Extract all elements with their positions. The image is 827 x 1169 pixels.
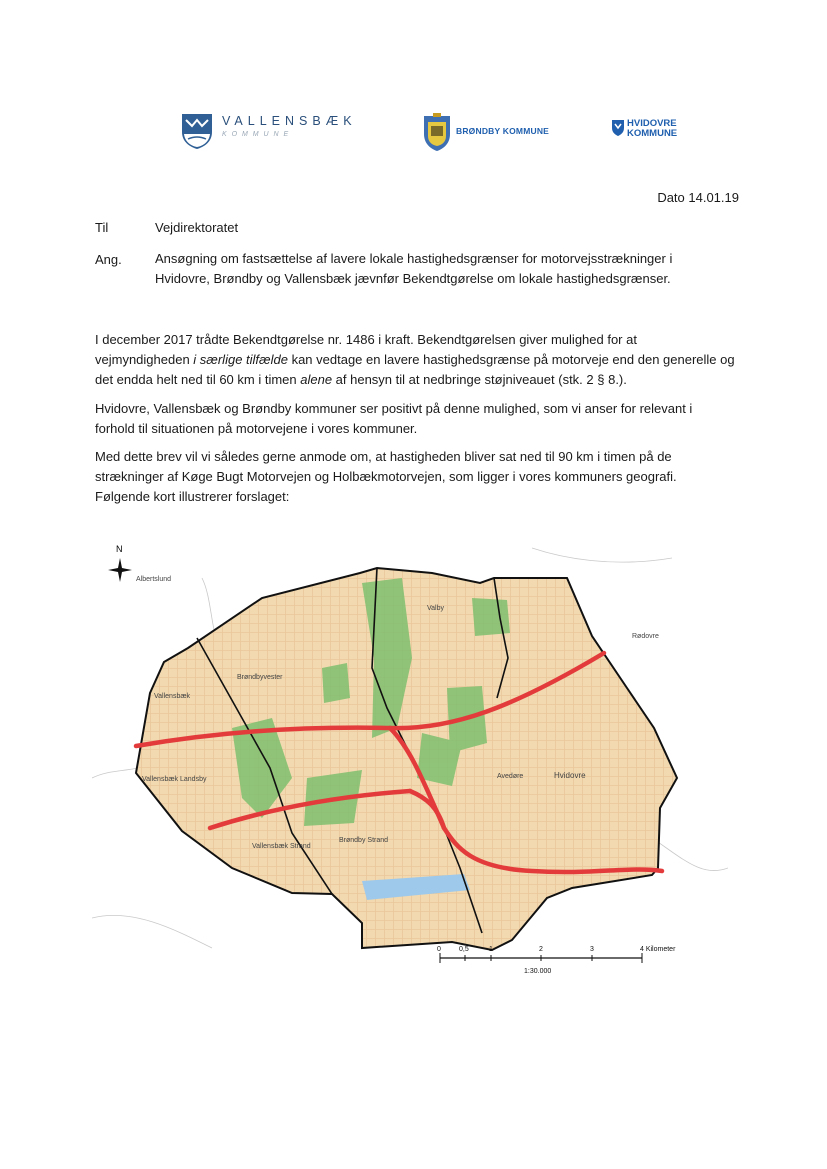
hvidovre-name-line1: HVIDOVRE xyxy=(627,118,677,129)
scale-tick-0-5: 0,5 xyxy=(459,946,469,953)
to-label: Til xyxy=(95,220,109,235)
brondby-logo xyxy=(422,112,562,154)
north-label: N xyxy=(116,544,123,554)
brondby-shield-icon xyxy=(422,112,452,152)
scale-ratio: 1:30.000 xyxy=(524,968,552,975)
paragraph-1 xyxy=(95,330,735,390)
scale-tick-0: 0 xyxy=(437,946,441,953)
paragraph-1-emphasis-2: alene xyxy=(300,372,333,387)
paragraph-1-emphasis-1: i særlige tilfælde xyxy=(193,352,288,367)
map-label-albertslund: Albertslund xyxy=(136,576,172,583)
paragraph-3-text: Med dette brev vil vi således gerne anmode om, at hastigheden bliver sat ned til 90 km i timen på de strækninger af Køge Bugt Motorvejen og Holbækmotorvejen, som ligger i vores kommuners geografi. Følgende kort illustrerer forslaget: xyxy=(95,449,677,504)
scale-tick-2: 2 xyxy=(539,946,543,953)
map-label-valby: Valby xyxy=(427,605,444,612)
map-label-brondby-strand: Brøndby Strand xyxy=(339,837,389,844)
map-label-vallensbaek-landsby: Vallensbæk Landsby xyxy=(142,776,207,783)
map-label-avedore: Avedøre xyxy=(497,773,524,780)
municipality-map xyxy=(92,538,728,994)
vallensbaek-name: VALLENSBÆK xyxy=(222,114,357,128)
hvidovre-shield-icon xyxy=(611,119,625,137)
map-label-brondbyvester: Brøndbyvester xyxy=(237,674,283,681)
letter-date: Dato 14.01.19 xyxy=(657,190,739,205)
scale-tick-3: 3 xyxy=(590,946,594,953)
hvidovre-logo xyxy=(611,119,711,141)
scale-tick-1: 1 xyxy=(489,946,493,953)
to-value: Vejdirektoratet xyxy=(155,220,239,235)
map-label-vallensbaek-strand: Vallensbæk Strand xyxy=(252,843,311,850)
subject-value: Ansøgning om fastsættelse af lavere lokale hastighedsgrænser for motorvejsstrækninger i Hvidovre, Brøndby og Vallensbæk jævnfør Bekendtgørelse om lokale hastighedsgrænser. xyxy=(155,251,673,286)
brondby-name: BRØNDBY KOMMUNE xyxy=(456,126,550,136)
paragraph-1-part-c: af hensyn til at nedbringe støjniveauet (stk. 2 § 8.). xyxy=(332,372,627,387)
paragraph-1-part-b: kan vedtage en lavere hastighedsgrænse på motorveje end den generelle og det endda helt ned til 60 km i timen xyxy=(95,352,735,387)
vallensbaek-subtitle: K O M M U N E xyxy=(222,131,290,138)
vallensbaek-shield-icon xyxy=(180,112,214,150)
map-label-rodovre: Rødovre xyxy=(632,633,659,640)
map-label-hvidovre: Hvidovre xyxy=(554,771,586,780)
scale-bar xyxy=(437,946,676,975)
scale-tick-4-km: 4 Kilometer xyxy=(640,946,676,953)
paragraph-2-text: Hvidovre, Vallensbæk og Brøndby kommuner ser positivt på denne mulighed, som vi anser for relevant i forhold til situationen på motorvejene i vores kommuner. xyxy=(95,401,693,436)
vallensbaek-logo xyxy=(180,112,380,152)
paragraph-3 xyxy=(95,447,735,507)
paragraph-2 xyxy=(95,399,735,439)
subject-label: Ang. xyxy=(95,252,122,267)
map-label-vallensbaek: Vallensbæk xyxy=(154,693,191,700)
hvidovre-name-line2: KOMMUNE xyxy=(627,128,678,139)
north-arrow-icon xyxy=(108,558,132,582)
paragraph-1-part-a: I december 2017 trådte Bekendtgørelse nr. 1486 i kraft. Bekendtgørelsen giver mulighed for at vejmyndigheden xyxy=(95,332,637,367)
